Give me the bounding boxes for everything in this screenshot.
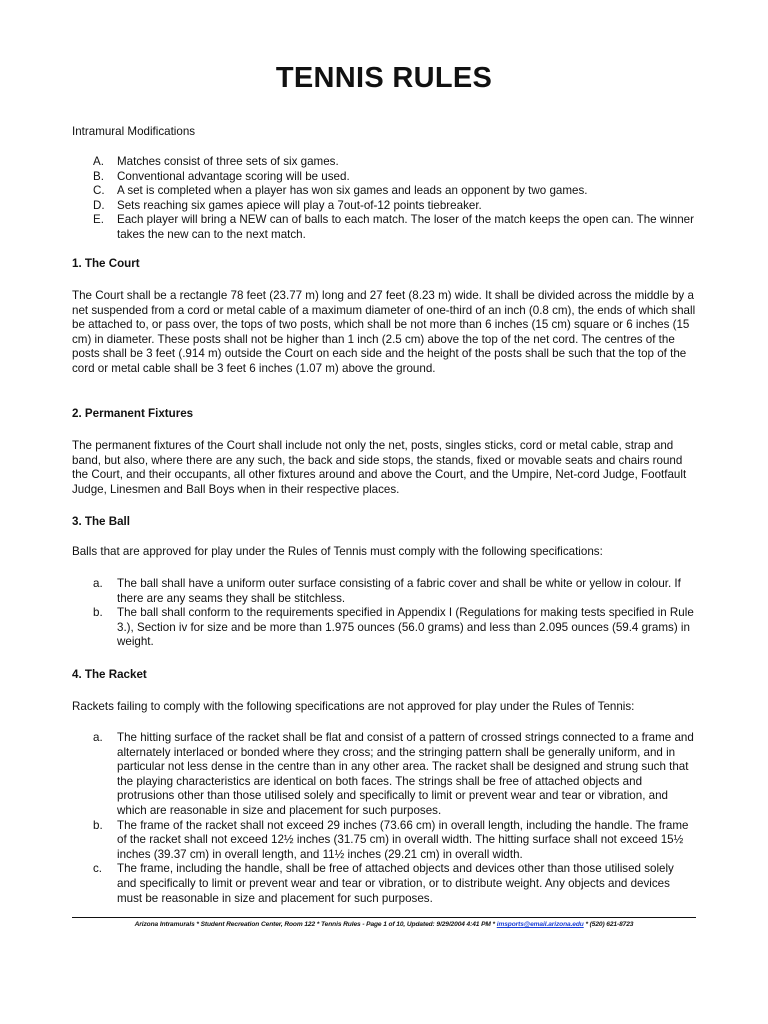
- list-marker: a.: [93, 577, 103, 590]
- list-item-text: Matches consist of three sets of six games.: [117, 155, 339, 168]
- list-item: [72, 819, 696, 863]
- racket-list: [72, 731, 696, 906]
- intro-label: Intramural Modifications: [72, 125, 196, 138]
- list-item: [72, 170, 696, 185]
- list-marker: C.: [93, 184, 105, 198]
- ball-list: [72, 577, 696, 650]
- section-heading-ball: 3. The Ball: [72, 515, 130, 528]
- footer-phone: * (520) 621-8723: [583, 921, 634, 928]
- page-footer: [72, 921, 696, 928]
- list-item-text: Each player will bring a NEW can of balls to each match. The loser of the match keeps the open can. The winner takes the new can to the next match.: [117, 213, 694, 241]
- list-marker: E.: [93, 213, 104, 227]
- list-item: [72, 862, 696, 906]
- footer-text: Arizona Intramurals * Student Recreation Center, Room 122 * Tennis Rules - Page 1 of 10, Updated: 9/29/2004 4:41 PM *: [134, 921, 497, 928]
- fixtures-paragraph: The permanent fixtures of the Court shall include not only the net, posts, singles sticks, cord or metal cable, strap and band, but also, where there are any such, the back and side stops, the stands, fixed or movable seats and chairs round the Court, and their occupants, all other fixtures around and above the Court, and the Umpire, Net-cord Judge, Footfault Judge, Linesmen and Ball Boys when in their respective places.: [72, 439, 687, 496]
- list-marker: A.: [93, 155, 104, 168]
- list-item: [72, 184, 696, 199]
- section-heading-fixtures: 2. Permanent Fixtures: [72, 407, 194, 420]
- list-item-text: The frame, including the handle, shall be free of attached objects and devices other than those utilised solely and specifically to limit or prevent wear and tear or vibration, or to distribute weight. Any objects and devices must be reasonable in size and placement for such purposes.: [117, 862, 674, 905]
- page-title: TENNIS RULES: [275, 62, 493, 94]
- list-item-text: The frame of the racket shall not exceed 29 inches (73.66 cm) in overall length, including the handle. The frame of the racket shall not exceed 12½ inches (31.75 cm) in overall width. The hitting surface shall not exceed 15½ inches (39.37 cm) in overall length, and 11½ inches (29.21 cm) in overall width.: [117, 818, 689, 861]
- list-item-text: Sets reaching six games apiece will play a 7out-of-12 points tiebreaker.: [117, 198, 482, 212]
- court-paragraph: The Court shall be a rectangle 78 feet (23.77 m) long and 27 feet (8.23 m) wide. It shall be divided across the middle by a net suspended from a cord or metal cable of a maximum diameter of one-third of an inch (0.8 cm), the ends of which shall be attached to, or pass over, the tops of two posts, which shall be not more than 6 inches (15 cm) square or 6 inches (15 cm) in diameter. These posts shall not be higher than 1 inch (2.5 cm) above the top of the net cord. The centres of the posts shall be 3 feet (.914 m) outside the Court on each side and the height of the posts shall be such that the top of the cord or metal cable shall be 3 feet 6 inches (1.07 m) above the ground.: [72, 289, 696, 375]
- racket-paragraph: Rackets failing to comply with the following specifications are not approved for play under the Rules of Tennis:: [72, 700, 635, 713]
- list-item-text: A set is completed when a player has won six games and leads an opponent by two games.: [117, 184, 588, 198]
- footer-email-link[interactable]: imsports@email.arizona.edu: [496, 921, 584, 928]
- ball-paragraph: Balls that are approved for play under the Rules of Tennis must comply with the following specifications:: [72, 545, 603, 558]
- list-marker: b.: [93, 818, 103, 832]
- section-heading-racket: 4. The Racket: [72, 668, 147, 681]
- footer-divider: [72, 917, 696, 918]
- list-item: [72, 213, 696, 242]
- list-item: [72, 155, 696, 170]
- list-item: [72, 577, 696, 606]
- list-marker: B.: [93, 169, 104, 183]
- list-marker: a.: [93, 731, 103, 744]
- list-marker: c.: [93, 862, 103, 876]
- list-item-text: The ball shall have a uniform outer surface consisting of a fabric cover and shall be white or yellow in colour. If there are any seams they shall be stitchless.: [117, 577, 681, 605]
- list-item-text: The ball shall conform to the requirements specified in Appendix I (Regulations for making tests specified in Rule 3.), Section iv for size and be more than 1.975 ounces (56.0 grams) and less than 2.095 ounces (59.4 grams) in weight.: [117, 606, 694, 649]
- list-item-text: The hitting surface of the racket shall be flat and consist of a pattern of crossed strings connected to a frame and alternately interlaced or bonded where they cross; and the stringing pattern shall be generally uniform, and in particular not less dense in the centre than in any other area. The racket shall be designed and strung such that the playing characteristics are identical on both faces. The strings shall be free of attached objects and protrusions other than those utilised solely and specifically to limit or prevent wear and tear or vibration, and which are reasonable in size and placement for such purposes.: [117, 731, 694, 817]
- list-marker: D.: [93, 198, 105, 212]
- list-item: [72, 606, 696, 650]
- modifications-list: [72, 155, 696, 243]
- section-heading-court: 1. The Court: [72, 257, 140, 270]
- list-item: [72, 199, 696, 214]
- list-item-text: Conventional advantage scoring will be used.: [117, 169, 350, 183]
- list-marker: b.: [93, 606, 103, 620]
- list-item: [72, 731, 696, 819]
